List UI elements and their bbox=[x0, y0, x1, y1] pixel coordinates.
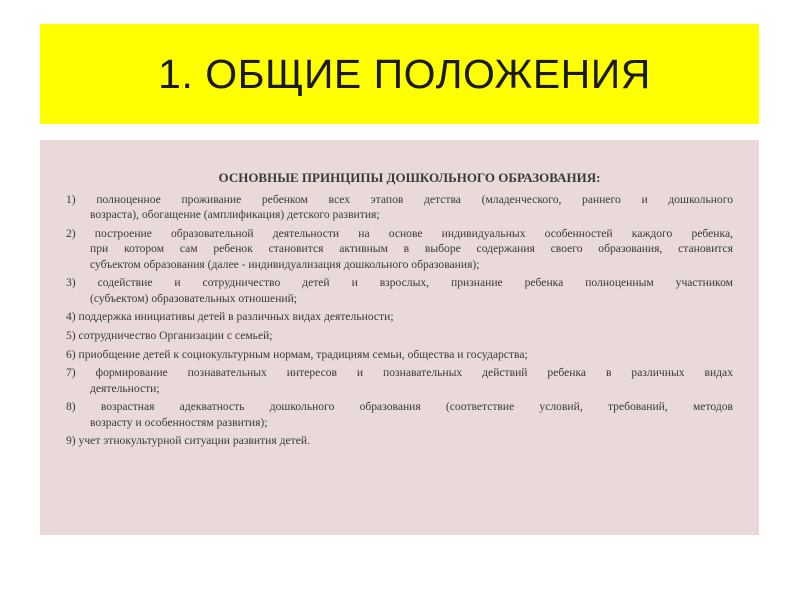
principles-heading: ОСНОВНЫЕ ПРИНЦИПЫ ДОШКОЛЬНОГО ОБРАЗОВАНИЯ: bbox=[218, 170, 601, 185]
principle-line: субъектом образования (далее - индивидуализация дошкольного образования); bbox=[90, 257, 480, 271]
principle-item bbox=[66, 192, 733, 223]
principle-line: 6) приобщение детей к социокультурным нормам, традициям семьи, общества и государства; bbox=[66, 347, 528, 361]
principle-line: 7) формирование познавательных интересов и познавательных действий ребенка в различных видах bbox=[66, 366, 733, 380]
principle-line: (субъектом) образовательных отношений; bbox=[90, 291, 298, 305]
principle-line: деятельности; bbox=[90, 381, 160, 395]
principle-item bbox=[66, 433, 733, 448]
principle-line: 9) учет этнокультурной ситуации развития детей. bbox=[66, 434, 310, 448]
principle-line: возраста), обогащение (амплификация) детского развития; bbox=[90, 208, 380, 222]
principle-line: 5) сотрудничество Организации с семьей; bbox=[66, 329, 273, 342]
principle-item bbox=[66, 399, 733, 430]
content-panel bbox=[40, 140, 759, 535]
principle-line: 4) поддержка инициативы детей в различных видах деятельности; bbox=[66, 310, 394, 324]
principle-item bbox=[66, 226, 733, 272]
principle-line: при котором сам ребенок становится активным в выборе содержания своего образования, становится bbox=[90, 242, 733, 256]
principle-line: 8) возрастная адекватность дошкольного образования (соответствие условий, требований, методов bbox=[66, 400, 733, 414]
principle-item bbox=[66, 365, 733, 396]
principle-line: 3) содействие и сотрудничество детей и взрослых, признание ребенка полноценным участником bbox=[66, 276, 733, 290]
principle-line: возрасту и особенностям развития); bbox=[90, 415, 268, 429]
principles-list bbox=[66, 192, 733, 449]
principle-item bbox=[66, 347, 733, 362]
principle-item bbox=[66, 309, 733, 324]
principle-item bbox=[66, 328, 733, 343]
principle-item bbox=[66, 275, 733, 306]
slide-title: 1. ОБЩИЕ ПОЛОЖЕНИЯ bbox=[158, 50, 651, 97]
principle-line: 2) построение образовательной деятельности на основе индивидуальных особенностей каждого ребенка, bbox=[66, 227, 733, 240]
title-banner bbox=[40, 24, 759, 124]
principle-line: 1) полноценное проживание ребенком всех этапов детства (младенческого, раннего и дошкольного bbox=[66, 193, 733, 206]
